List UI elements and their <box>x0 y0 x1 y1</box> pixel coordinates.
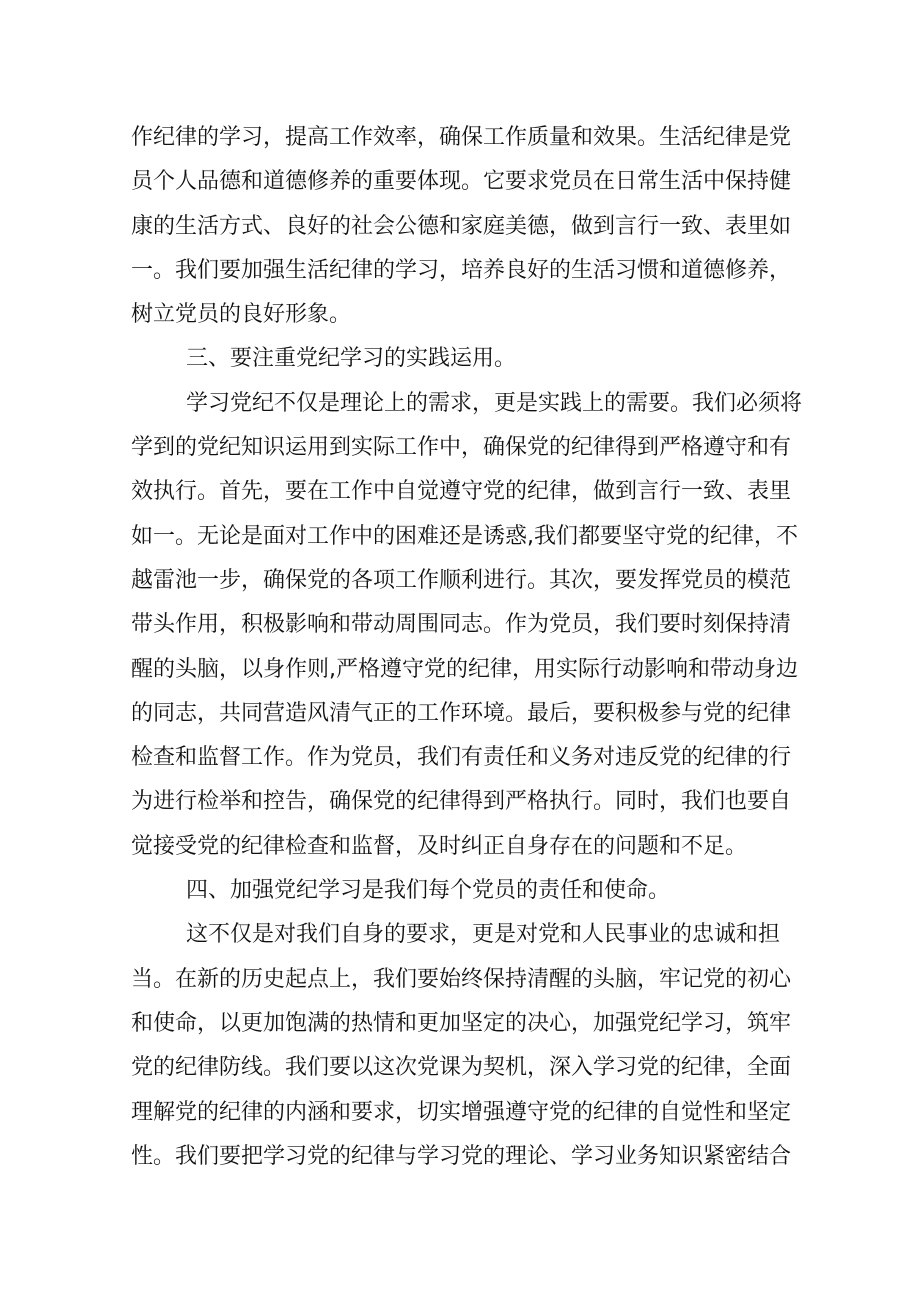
text-line: 效执行。首先，要在工作中自觉遵守党的纪律，做到言行一致、表里 <box>131 479 792 505</box>
text-line: 这不仅是对我们自身的要求，更是对党和人民事业的忠诚和担 <box>186 922 781 948</box>
text-line: 当。在新的历史起点上，我们要始终保持清醒的头脑，牢记党的初心 <box>131 966 792 992</box>
text-line: 和使命，以更加饱满的热情和更加坚定的决心，加强党纪学习，筑牢 <box>131 1010 792 1036</box>
text-line: 康的生活方式、良好的社会公德和家庭美德，做到言行一致、表里如 <box>131 213 792 239</box>
text-line: 带头作用，积极影响和带动周围同志。作为党员，我们要时刻保持清 <box>131 612 792 638</box>
section-heading-3: 三、要注重党纪学习的实践运用。 <box>186 346 517 372</box>
text-line: 员个人品德和道德修养的重要体现。它要求党员在日常生活中保持健 <box>131 169 792 195</box>
text-line: 为进行检举和控告，确保党的纪律得到严格执行。同时，我们也要自 <box>131 789 792 815</box>
text-line: 学习党纪不仅是理论上的需求，更是实践上的需要。我们必须将 <box>186 390 803 416</box>
text-line: 一。我们要加强生活纪律的学习，培养良好的生活习惯和道德修养， <box>131 257 792 283</box>
text-line: 理解党的纪律的内涵和要求，切实增强遵守党的纪律的自觉性和坚定 <box>131 1099 792 1125</box>
text-line: 越雷池一步，确保党的各项工作顺利进行。其次，要发挥党员的模范 <box>131 567 792 593</box>
text-line: 党的纪律防线。我们要以这次党课为契机，深入学习党的纪律，全面 <box>131 1055 792 1081</box>
text-line: 醒的头脑，以身作则,严格遵守党的纪律，用实际行动影响和带动身边 <box>131 656 798 682</box>
text-line: 检查和监督工作。作为党员，我们有责任和义务对违反党的纪律的行 <box>131 745 792 771</box>
text-line: 学到的党纪知识运用到实际工作中，确保党的纪律得到严格遵守和有 <box>131 435 792 461</box>
text-line: 的同志，共同营造风清气正的工作环境。最后，要积极参与党的纪律 <box>131 700 792 726</box>
text-line: 树立党员的良好形象。 <box>131 302 352 328</box>
text-line: 如一。无论是面对工作中的困难还是诱惑,我们都要坚守党的纪律，不 <box>131 523 798 549</box>
text-line: 觉接受党的纪律检查和监督，及时纠正自身存在的问题和不足。 <box>131 833 748 859</box>
section-heading-4: 四、加强党纪学习是我们每个党员的责任和使命。 <box>186 878 671 904</box>
text-line: 作纪律的学习，提高工作效率，确保工作质量和效果。生活纪律是党 <box>131 125 792 150</box>
body-text <box>131 116 803 1179</box>
text-line: 性。我们要把学习党的纪律与学习党的理论、学习业务知识紧密结合 <box>131 1143 792 1169</box>
